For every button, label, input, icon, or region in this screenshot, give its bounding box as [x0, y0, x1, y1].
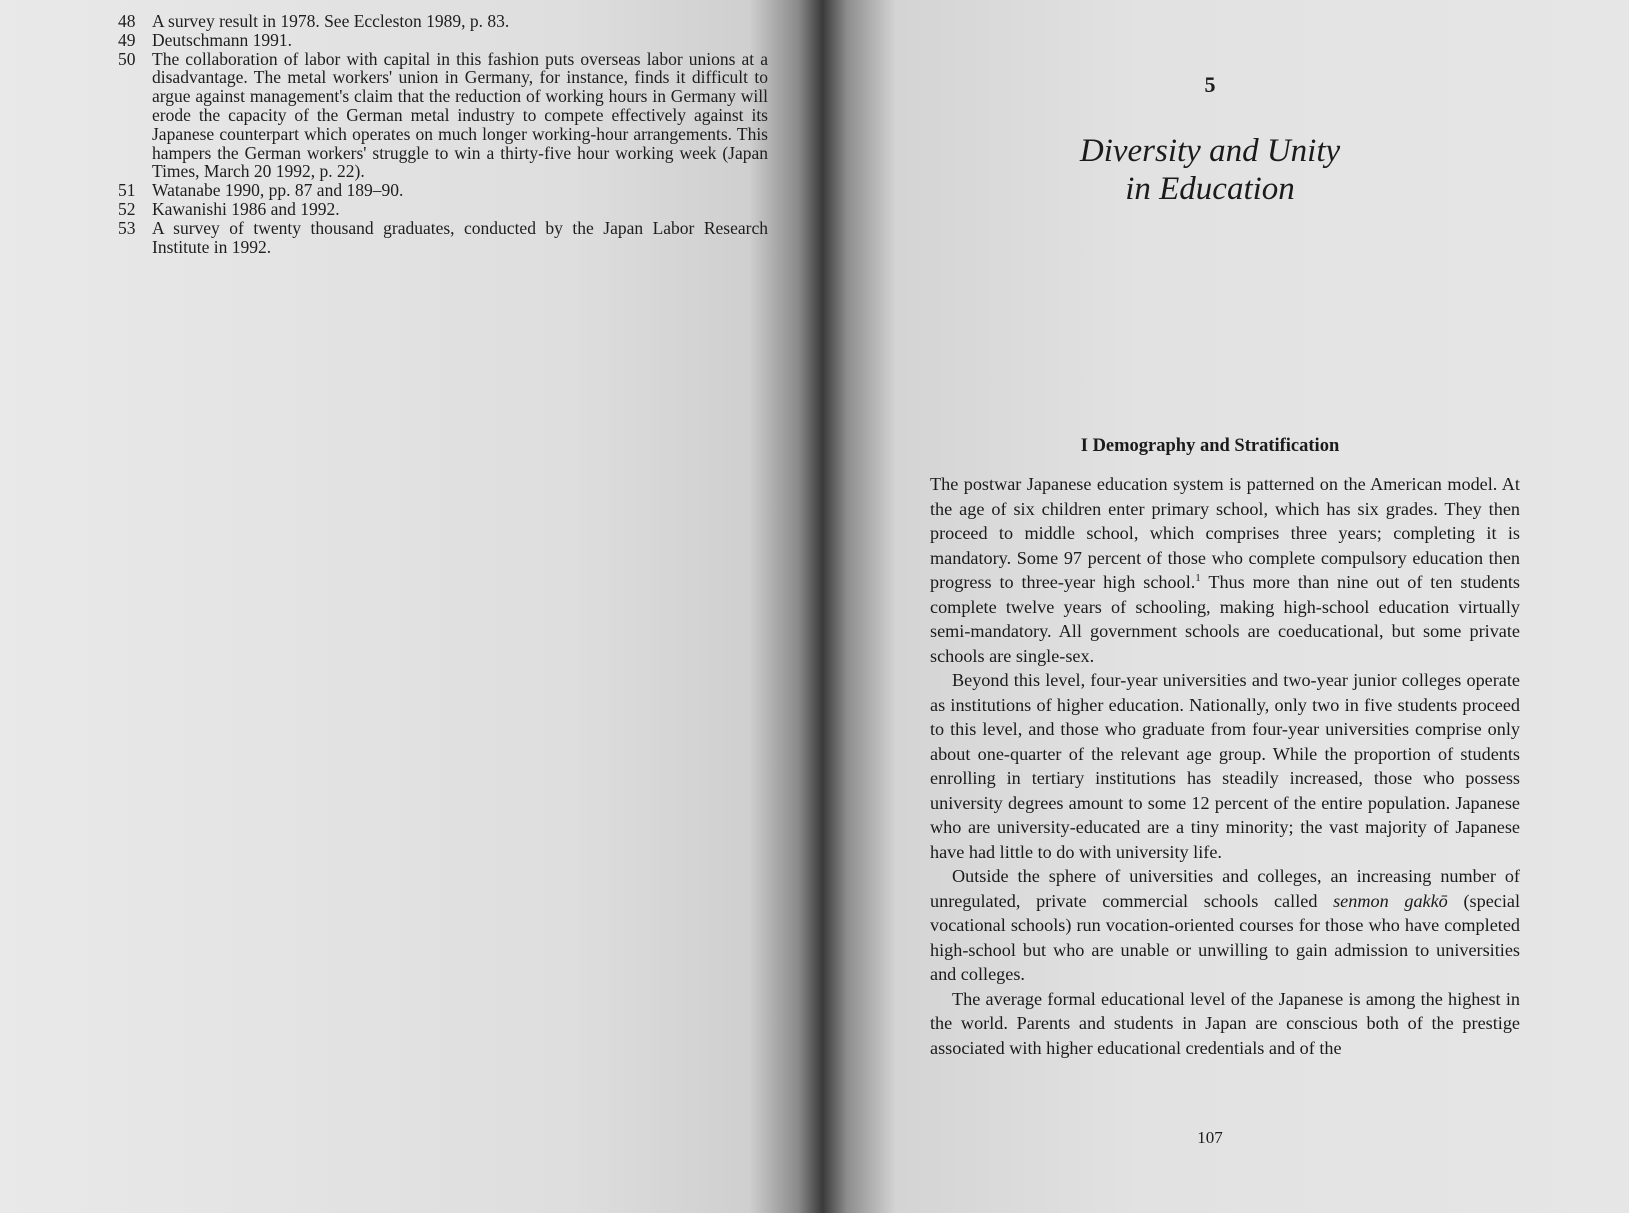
endnotes — [118, 12, 768, 256]
paragraph — [930, 864, 1520, 987]
chapter-title-line: Diversity and Unity — [1079, 133, 1341, 169]
endnote-text: A survey result in 1978. See Eccleston 1989, p. 83. — [152, 11, 510, 31]
endnote-number: 48 — [118, 11, 136, 31]
endnote — [118, 12, 768, 31]
paragraph-text: (special vocational schools) run vocation-oriented courses for those who have completed high-school but who are unable or unwilling to gain admission to universities and colleges. — [930, 890, 1521, 984]
endnote — [118, 200, 768, 219]
endnote-number: 50 — [118, 48, 136, 69]
left-page — [0, 0, 800, 1213]
endnote-number: 49 — [118, 29, 136, 50]
chapter-title-line: in Education — [1125, 171, 1295, 207]
italic-term: senmon gakkō — [1333, 890, 1448, 911]
endnote-text: Watanabe 1990, pp. 87 and 189–90. — [152, 180, 404, 201]
endnote — [118, 31, 768, 50]
endnote — [118, 181, 768, 200]
paragraph-text: The postwar Japanese education system is patterned on the American model. At the age of six children enter primary school, which has six grades. They then proceed to middle school, which comprises three years; completing it is mandatory. Some 97 percent of those who complete compulsory education then progress to three-year high school. — [930, 474, 1520, 592]
endnote-text: The collaboration of labor with capital in this fashion puts overseas labor unions at a disadvantage. The metal workers' union in Germany, for instance, finds it difficult to argue against management's claim that the reduction of working hours in Germany will erode the capacity of the German metal industry to compete effectively against its Japanese counterpart which operates on much longer working-hour arrangements. This hampers the German workers' struggle to win a thirty-five hour working week (Japan Times, March 20 1992, p. 22). — [152, 48, 768, 182]
paragraph — [930, 472, 1520, 668]
body-text — [930, 472, 1520, 1060]
paragraph-text: Thus more than nine out of ten students complete twelve years of schooling, making high-school education virtually semi-mandatory. All government schools are coeducational, but some private schools are single-sex. — [930, 572, 1520, 666]
paragraph-text: Beyond this level, four-year universities and two-year junior colleges operate as institutions of higher education. Nationally, only two in five students proceed to this level, and those who graduate from four-year universities comprise only about one-quarter of the relevant age group. While the proportion of students enrolling in tertiary institutions has steadily increased, those who possess university degrees amount to some 12 percent of the entire population. Japanese who are university-educated are a tiny minority; the vast majority of Japanese have had little to do with university life. — [930, 670, 1520, 862]
endnote-text: Kawanishi 1986 and 1992. — [152, 198, 340, 219]
page-number: 107 — [1197, 1128, 1223, 1147]
paragraph-text: The average formal educational level of the Japanese is among the highest in the world. Parents and students in Japan are conscious both of the prestige associated with higher educational credentials and of the — [930, 988, 1520, 1058]
endnote — [118, 50, 768, 182]
paragraph-text: Outside the sphere of universities and colleges, an increasing number of unregulated, private commercial schools called — [930, 866, 1520, 911]
endnote-text: Deutschmann 1991. — [152, 29, 292, 50]
section-heading: I Demography and Stratification — [1080, 436, 1340, 456]
endnote-number: 51 — [118, 180, 136, 201]
endnote-text: A survey of twenty thousand graduates, conducted by the Japan Labor Research Institute in 1992. — [152, 217, 768, 257]
paragraph — [930, 668, 1520, 864]
paragraph — [930, 987, 1520, 1061]
chapter-title — [900, 132, 1520, 208]
chapter-number: 5 — [1204, 72, 1216, 97]
right-page — [860, 0, 1629, 1213]
endnote-number: 52 — [118, 198, 136, 219]
footnote-marker: 1 — [1195, 571, 1201, 584]
endnote — [118, 219, 768, 257]
endnote-number: 53 — [118, 217, 136, 238]
